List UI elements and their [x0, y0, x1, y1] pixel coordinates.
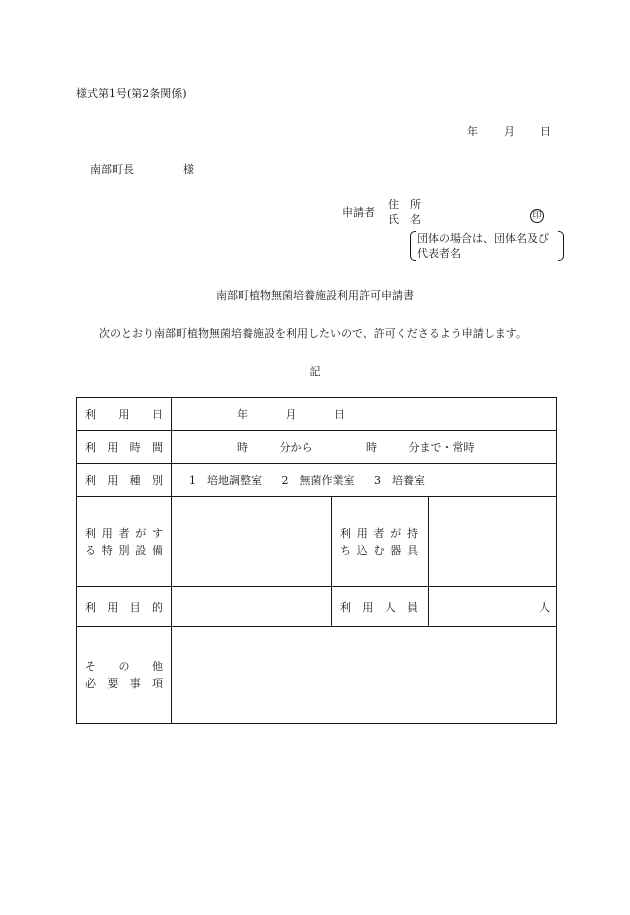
use-type-label: 利 用 種 別: [85, 474, 163, 487]
brought-equipment-label-cell: [332, 497, 429, 587]
brought-equipment-value-cell[interactable]: [429, 497, 557, 587]
addressee-honorific: 様: [183, 163, 194, 176]
group-note: 団体の場合は、団体名及び代表者名: [413, 231, 561, 261]
headcount-unit: 人: [539, 600, 551, 614]
use-type-row: [77, 464, 557, 497]
ki-heading: 記: [309, 365, 321, 378]
brought-equipment-label-line1: 利 用 者 が 持: [340, 526, 418, 540]
use-type-label-cell: [77, 464, 172, 497]
use-time-from-hour: 時: [237, 441, 248, 454]
purpose-label-cell: [77, 587, 172, 627]
equipment-row: [77, 497, 557, 587]
document-title: 南部町植物無菌培養施設利用許可申請書: [216, 289, 414, 302]
headcount-value-cell[interactable]: [429, 587, 557, 627]
special-equipment-value-cell[interactable]: [172, 497, 332, 587]
use-time-to-min: 分まで・常時: [408, 441, 475, 454]
purpose-value-cell[interactable]: [172, 587, 332, 627]
name-label: 氏 名: [388, 213, 421, 226]
use-time-row: [77, 431, 557, 464]
other-value-cell[interactable]: [172, 627, 557, 724]
headcount-label: 利 用 人 員: [340, 600, 418, 614]
special-equipment-label-line2: る 特 別 設 備: [85, 543, 163, 557]
use-type-option-1[interactable]: 1 培地調整室: [189, 474, 262, 487]
date-day-label: 日: [540, 125, 551, 138]
use-time-to-hour: 時: [366, 441, 377, 454]
form-number: 様式第1号(第2条関係): [76, 87, 187, 100]
special-equipment-label-line1: 利 用 者 が す: [85, 526, 163, 540]
use-type-option-2[interactable]: 2 無菌作業室: [281, 474, 355, 487]
date-month-label: 月: [504, 125, 515, 138]
seal-mark: 印: [530, 209, 544, 223]
use-date-day: 日: [334, 408, 345, 421]
use-date-month: 月: [285, 408, 297, 421]
applicant-label: 申請者: [342, 206, 375, 219]
date-year-label: 年: [467, 125, 478, 138]
special-equipment-label-cell: [77, 497, 172, 587]
address-label: 住 所: [388, 198, 421, 211]
use-type-option-3[interactable]: 3 培養室: [374, 474, 425, 487]
use-date-year: 年: [237, 408, 248, 421]
purpose-row: [77, 587, 557, 627]
addressee-name: 南部町長: [90, 163, 134, 176]
document-body: 次のとおり南部町植物無菌培養施設を利用したいので、許可くださるよう申請します。: [99, 327, 527, 340]
use-time-label: 利 用 時 間: [85, 441, 163, 454]
purpose-label: 利 用 目 的: [85, 600, 163, 614]
use-date-row: [77, 398, 557, 431]
brought-equipment-label-line2: ち 込 む 器 具: [340, 543, 418, 557]
use-time-from-min: 分から: [279, 441, 313, 454]
use-date-value-cell[interactable]: [172, 398, 557, 431]
other-row: [77, 627, 557, 724]
other-label-line2: 必 要 事 項: [85, 677, 163, 690]
headcount-label-cell: [332, 587, 429, 627]
application-table: [76, 397, 557, 724]
other-label-cell: [77, 627, 172, 724]
use-type-value-cell[interactable]: [172, 464, 557, 497]
use-time-label-cell: [77, 431, 172, 464]
use-time-value-cell[interactable]: [172, 431, 557, 464]
use-date-label-cell: [77, 398, 172, 431]
use-date-label: 利 用 日: [85, 408, 163, 421]
other-label-line1: そ の 他: [85, 660, 163, 673]
